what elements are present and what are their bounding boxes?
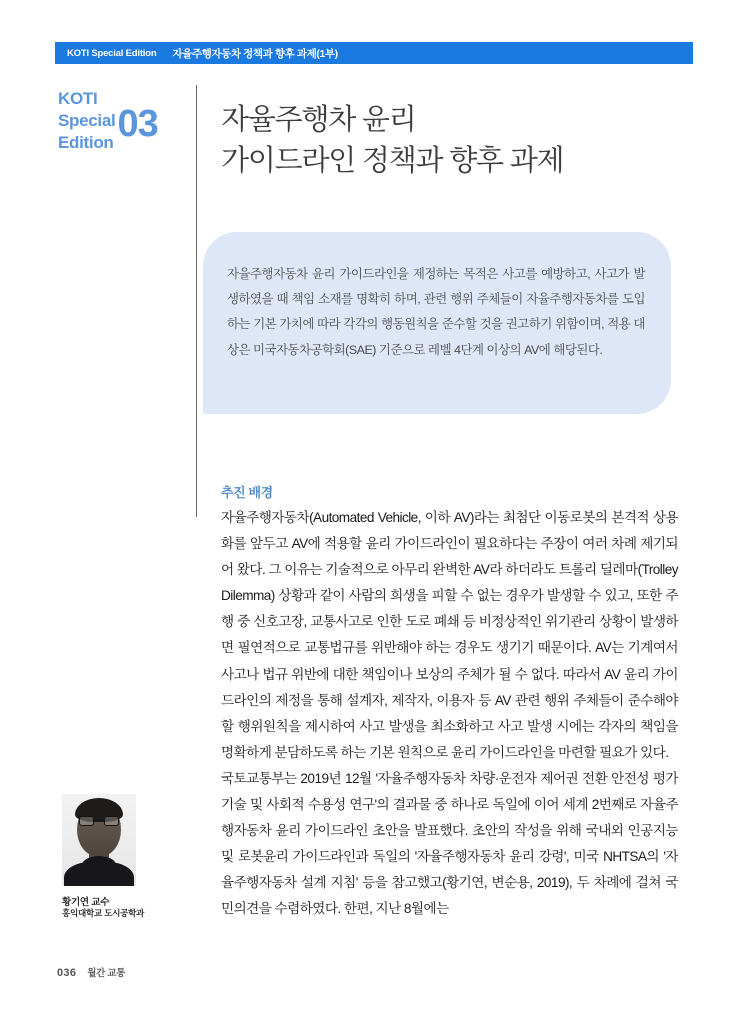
running-header-bar [55,42,693,64]
edition-number: 03 [117,103,158,145]
article-title-line-2: 가이드라인 정책과 향후 과제 [221,145,564,178]
body-copy [221,505,678,923]
special-edition-label [58,88,188,153]
header-section-title: 자율주행자동차 정책과 향후 과제(1부) [172,47,338,60]
glasses-left-lens [79,816,94,826]
article-title-line-1: 자율주행차 윤리 [221,104,416,136]
edition-line-2: Special [58,110,116,130]
author-affiliation: 홍익대학교 도시공학과 [62,908,145,918]
portrait-glasses [78,816,120,826]
body-paragraph-1: 자율주행자동차(Automated Vehicle, 이하 AV)라는 최첨단 이동로봇의 본격적 상용화를 앞두고 AV에 적용할 윤리 가이드라인이 필요하다는 주장이 여러 차례 제기되어 왔다. 그 이유는 기술적으로 아무리 완벽한 AV라 하더라도 트롤리 딜레마(Trolley Dilemma) 상황과 같이 사람의 희생을 피할 수 없는 경우가 발생할 수 있고, 또한 주행 중 신호고장, 교통사고로 인한 도로 폐쇄 등 비정상적인 위기관리 상황이 발생하면 필연적으로 교통법규를 위반해야 하는 경우도 생기기 때문이다. AV는 기계여서 사고나 법규 위반에 대한 책임이나 보상의 주체가 될 수 없다. 따라서 AV 윤리 가이드라인의 제정을 통해 설계자, 제작자, 이용자 등 AV 관련 행위 주체들이 준수해야 할 행위원칙을 제시하여 사고 발생을 최소화하고 사고 발생 시에는 각자의 책임을 명확하게 분담하도록 하는 기본 원칙으로 윤리 가이드라인을 마련할 필요가 있다. [221,510,678,760]
vertical-divider-rule [196,85,197,517]
glasses-right-lens [104,816,119,826]
section-heading: 추진 배경 [221,485,273,500]
page-footer [57,965,125,979]
header-brand: KOTI Special Edition [67,47,157,59]
glasses-bridge [94,820,104,821]
body-paragraph-2: 국토교통부는 2019년 12월 '자율주행자동차 차량·운전자 제어권 전환 안전성 평가기술 및 사회적 수용성 연구'의 결과물 중 하나로 독일에 이어 세계 2번째로 자율주행자동차 윤리 가이드라인 초안을 발표했다. 초안의 작성을 위해 국내외 인공지능 및 로봇윤리 가이드라인과 독일의 '자율주행자동차 윤리 강령', 미국 NHTSA의 '자율주행자동차 설계 지침' 등을 참고했고(황기연, 변순용, 2019), 두 차례에 걸쳐 국민의견을 수렴하였다. 한편, 지난 8월에는 [221,770,678,917]
author-portrait-photo [62,794,136,886]
edition-line-1: KOTI [58,89,98,108]
footer-page-number: 036 [57,967,77,979]
page-title [221,100,691,182]
author-name: 황기연 교수 [62,897,110,908]
portrait-collar [82,856,116,869]
summary-callout-bubble [203,232,671,414]
edition-line-3: Edition [58,132,114,152]
summary-callout-text: 자율주행자동차 윤리 가이드라인을 제정하는 목적은 사고를 예방하고, 사고가 발생하였을 때 책임 소재를 명확히 하며, 관련 행위 주체들이 자율주행자동차를 도입하는 기본 가치에 따라 각각의 행동원칙을 준수할 것을 권고하기 위함이며, 적용 대상은 미국자동차공학회(SAE) 기준으로 레벨 4단계 이상의 AV에 해당된다. [227,267,645,357]
footer-publication-name: 월간 교통 [87,968,126,979]
edition-label-lines [58,88,115,153]
